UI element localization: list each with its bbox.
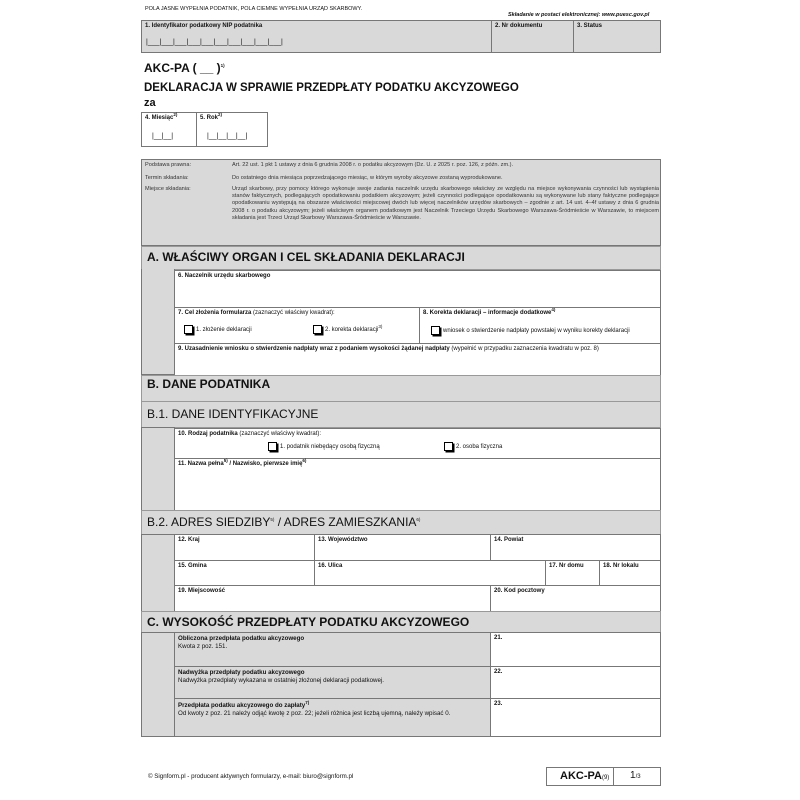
correction-info-field: 8. Korekta deklaracji – informacje dodatkowe$^{4)}$ wniosek o stwierdzenie nadpłaty powstałej w wyniku korekty deklaracji [419, 307, 661, 344]
status-field [573, 20, 661, 53]
postal-code-field[interactable]: 20. Kod pocztowy [490, 585, 661, 612]
checkbox-icon[interactable] [431, 326, 440, 335]
apartment-number-field[interactable]: 18. Nr lokalu [599, 560, 661, 586]
nip-label: 1. Identyfikator podatkowy NIP podatnika [145, 23, 263, 29]
place-key: Miejsce składania: [145, 186, 191, 192]
deadline-value: Do ostatniego dnia miesiąca poprzedzającego miesiąc, w którym wyroby akcyzowe zostaną wyprodukowane. [232, 175, 503, 181]
form-title: DEKLARACJA W SPRAWIE PRZEDPŁATY PODATKU AKCYZOWEGO [144, 82, 519, 94]
county-field[interactable]: 14. Powiat [490, 534, 661, 561]
basis-key: Podstawa prawna: [145, 162, 192, 168]
taxpayer-type-natural[interactable]: 2. osoba fizyczna [444, 442, 502, 451]
checkbox-icon[interactable] [313, 325, 322, 334]
checkbox-icon[interactable] [268, 442, 277, 451]
section-b1-title: B.1. DANE IDENTYFIKACYJNE [141, 401, 661, 428]
section-b2-title: B.2. ADRES SIEDZIBY$^{5)}$ / ADRES ZAMIESZKANIA$^{6)}$ [141, 510, 661, 535]
footer-page: 1/3 [630, 770, 641, 781]
month-field[interactable]: 4. Miesiąc$^{2)}$ |__|__| [141, 112, 197, 147]
province-field[interactable]: 13. Województwo [314, 534, 491, 561]
checkbox-icon[interactable] [444, 442, 453, 451]
year-field[interactable]: 5. Rok$^{2)}$ |__|__|__|__| [196, 112, 268, 147]
doc-number-label: 2. Nr dokumentu [495, 23, 543, 29]
section-b2-margin [141, 534, 175, 612]
section-b-title: B. DANE PODATNIKA [141, 375, 661, 402]
row-prepayment-surplus: Nadwyżka przedpłaty podatku akcyzowego Nadwyżka przedpłaty wykazana w ostatniej złożonej deklaracji podatkowej. [174, 666, 491, 699]
overpayment-request-option[interactable]: wniosek o stwierdzenie nadpłaty powstałej w wyniku korekty deklaracji [431, 326, 630, 335]
taxpayer-type-legal[interactable]: 1. podatnik niebędący osobą fizyczną [268, 442, 380, 451]
justification-field[interactable]: 9. Uzasadnienie wniosku o stwierdzenie nadpłaty wraz z podaniem wysokości żądanej nadpłaty (wypełnić w przypadku zaznaczenia kwadratu w poz. 8) [174, 343, 661, 376]
section-a-title: A. WŁAŚCIWY ORGAN I CEL SKŁADANIA DEKLARACJI [141, 246, 661, 270]
section-b1-margin [141, 427, 175, 511]
footer-credit: © Signform.pl - producent aktywnych formularzy, e-mail: biuro@signform.pl [148, 773, 354, 780]
deadline-key: Termin składania: [145, 175, 189, 181]
place-value: Urząd skarbowy, przy pomocy którego wykonuje swoje zadania naczelnik urzędu skarbowego właściwy ze względu na miejsce wykonywania czynności lub wystąpienia stanów faktycznych, podlegających opodatkowaniu podatkiem akcyzowym; jeżeli czynności podlegające opodatkowaniu są wykonywane lub stany faktyczne podlegające opodatkowaniu występują na obszarze właściwości miejscowej dwóch lub więcej naczelników urzędów skarbowych – zgodnie z art. 14 ust. 4–4f ustawy z dnia 6 grudnia 2008 r. o podatku akcyzowym; jeżeli właściwym organem podatkowym jest Naczelnik Trzeciego Urzędu Skarbowego Warszawa-Śródmieście w Warszawie, to miejscem składania jest Trzeci Urząd Skarbowy Warszawa-Śródmieście w Warszawie. [232, 186, 659, 221]
footer-form-code: AKC-PA(9) [560, 770, 610, 782]
field-21[interactable]: 21. [490, 632, 661, 667]
commune-field[interactable]: 15. Gmina [174, 560, 315, 586]
field-23[interactable]: 23. [490, 698, 661, 737]
section-c-margin [141, 632, 175, 737]
tax-office-field[interactable]: 6. Naczelnik urzędu skarbowego [174, 270, 661, 308]
row-prepayment-due: Przedpłata podatku akcyzowego do zapłaty$^{7)}$ Od kwoty z poz. 21 należy odjąć kwotę z poz. 22; jeżeli różnica jest liczbą ujemną, należy wpisać 0. [174, 698, 491, 737]
taxpayer-type-field: 10. Rodzaj podatnika (zaznaczyć właściwy kwadrat): [174, 428, 661, 459]
section-a-margin [141, 269, 175, 375]
doc-number-field [491, 20, 574, 53]
city-field[interactable]: 19. Miejscowość [174, 585, 491, 612]
purpose-option-correction[interactable]: 2. korekta deklaracji$^{3)}$ [313, 325, 382, 334]
street-field[interactable]: 16. Ulica [314, 560, 546, 586]
country-field[interactable]: 12. Kraj [174, 534, 315, 561]
purpose-option-declaration[interactable]: 1. złożenie deklaracji [184, 325, 252, 334]
form-code: AKC-PA ( __ )$^{1)}$ [144, 61, 225, 75]
form-za: za [144, 97, 156, 109]
house-number-field[interactable]: 17. Nr domu [545, 560, 600, 586]
basis-value: Art. 22 ust. 1 pkt 1 ustawy z dnia 6 grudnia 2008 r. o podatku akcyzowym (Dz. U. z 2025 r. poz. 126, z późn. zm.). [232, 162, 514, 168]
footer-divider [613, 767, 614, 786]
header-note: POLA JASNE WYPEŁNIA PODATNIK, POLA CIEMNE WYPEŁNIA URZĄD SKARBOWY. [145, 6, 363, 12]
checkbox-icon[interactable] [184, 325, 193, 334]
nip-ticks: |___|___|___|___|___|___|___|___|___|___| [146, 39, 283, 46]
delivery-note: Składanie w postaci elektronicznej: www.puesc.gov.pl [508, 12, 650, 18]
field-22[interactable]: 22. [490, 666, 661, 699]
purpose-field: 7. Cel złożenia formularza (zaznaczyć właściwy kwadrat): [174, 307, 420, 344]
status-label: 3. Status [577, 23, 603, 29]
nip-field[interactable] [141, 20, 492, 53]
row-calculated-prepayment: Obliczona przedpłata podatku akcyzowego Kwota z poz. 151. [174, 632, 491, 667]
full-name-field[interactable]: 11. Nazwa pełna$^{5)}$ / Nazwisko, pierwsze imię$^{6)}$ [174, 458, 661, 511]
section-c-title: C. WYSOKOŚĆ PRZEDPŁATY PODATKU AKCYZOWEGO [141, 611, 661, 633]
